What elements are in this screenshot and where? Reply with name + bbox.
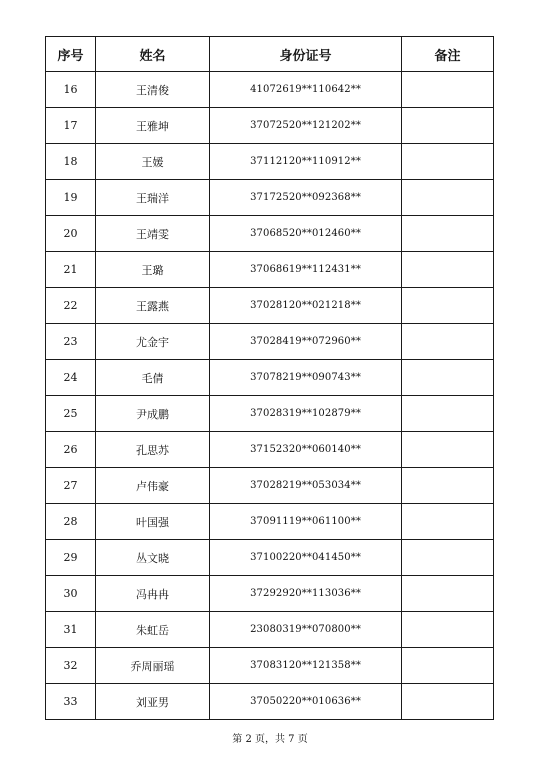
cell-serial-number: 21	[46, 252, 96, 288]
page-number-footer: 第 2 页，共 7 页	[232, 734, 308, 745]
cell-id-number: 37028120**021218**	[210, 288, 402, 324]
cell-name: 王靖雯	[96, 216, 210, 252]
cell-id-number: 37083120**121358**	[210, 648, 402, 684]
cell-remarks	[402, 540, 494, 576]
roster-table	[45, 36, 494, 720]
table-row	[46, 144, 494, 180]
cell-serial-number: 30	[46, 576, 96, 612]
header-row	[46, 37, 494, 72]
table-body	[46, 72, 494, 720]
table-row	[46, 252, 494, 288]
cell-remarks	[402, 252, 494, 288]
cell-id-number: 37172520**092368**	[210, 180, 402, 216]
cell-serial-number: 32	[46, 648, 96, 684]
table-header	[46, 37, 494, 72]
table-row	[46, 576, 494, 612]
cell-name: 毛倩	[96, 360, 210, 396]
table-row	[46, 360, 494, 396]
cell-name: 王媛	[96, 144, 210, 180]
table-row	[46, 216, 494, 252]
cell-serial-number: 31	[46, 612, 96, 648]
cell-id-number: 41072619**110642**	[210, 72, 402, 108]
cell-remarks	[402, 288, 494, 324]
cell-remarks	[402, 648, 494, 684]
cell-remarks	[402, 468, 494, 504]
cell-name: 王瑞洋	[96, 180, 210, 216]
cell-remarks	[402, 180, 494, 216]
cell-remarks	[402, 72, 494, 108]
header-serial-number: 序号	[46, 37, 96, 72]
cell-serial-number: 17	[46, 108, 96, 144]
cell-id-number: 37028319**102879**	[210, 396, 402, 432]
cell-remarks	[402, 108, 494, 144]
cell-serial-number: 19	[46, 180, 96, 216]
cell-name: 孔思苏	[96, 432, 210, 468]
cell-name: 卢伟豪	[96, 468, 210, 504]
cell-remarks	[402, 612, 494, 648]
cell-id-number: 37050220**010636**	[210, 684, 402, 720]
cell-serial-number: 23	[46, 324, 96, 360]
cell-remarks	[402, 432, 494, 468]
cell-serial-number: 28	[46, 504, 96, 540]
cell-id-number: 37292920**113036**	[210, 576, 402, 612]
table-row	[46, 648, 494, 684]
cell-id-number: 37028419**072960**	[210, 324, 402, 360]
cell-name: 王雅坤	[96, 108, 210, 144]
cell-serial-number: 18	[46, 144, 96, 180]
cell-id-number: 37072520**121202**	[210, 108, 402, 144]
cell-remarks	[402, 216, 494, 252]
table-row	[46, 612, 494, 648]
table-row	[46, 504, 494, 540]
table-row	[46, 432, 494, 468]
cell-id-number: 37091119**061100**	[210, 504, 402, 540]
cell-id-number: 37068619**112431**	[210, 252, 402, 288]
cell-remarks	[402, 576, 494, 612]
header-name: 姓名	[96, 37, 210, 72]
cell-name: 乔周丽瑶	[96, 648, 210, 684]
table-row	[46, 108, 494, 144]
cell-id-number: 37078219**090743**	[210, 360, 402, 396]
cell-remarks	[402, 396, 494, 432]
header-remarks: 备注	[402, 37, 494, 72]
table-row	[46, 684, 494, 720]
cell-name: 王清俊	[96, 72, 210, 108]
cell-name: 尤金宇	[96, 324, 210, 360]
header-id-number: 身份证号	[210, 37, 402, 72]
cell-remarks	[402, 504, 494, 540]
cell-serial-number: 24	[46, 360, 96, 396]
table-row	[46, 324, 494, 360]
cell-remarks	[402, 684, 494, 720]
cell-name: 刘亚男	[96, 684, 210, 720]
cell-serial-number: 22	[46, 288, 96, 324]
cell-serial-number: 26	[46, 432, 96, 468]
cell-name: 朱虹岳	[96, 612, 210, 648]
cell-serial-number: 33	[46, 684, 96, 720]
cell-serial-number: 20	[46, 216, 96, 252]
cell-serial-number: 27	[46, 468, 96, 504]
cell-name: 尹成鹏	[96, 396, 210, 432]
cell-serial-number: 25	[46, 396, 96, 432]
table-row	[46, 288, 494, 324]
cell-remarks	[402, 324, 494, 360]
cell-serial-number: 29	[46, 540, 96, 576]
table-row	[46, 180, 494, 216]
table-row	[46, 396, 494, 432]
cell-name: 王露燕	[96, 288, 210, 324]
cell-id-number: 37028219**053034**	[210, 468, 402, 504]
cell-id-number: 37112120**110912**	[210, 144, 402, 180]
cell-id-number: 37068520**012460**	[210, 216, 402, 252]
cell-name: 冯冉冉	[96, 576, 210, 612]
cell-remarks	[402, 360, 494, 396]
cell-remarks	[402, 144, 494, 180]
cell-serial-number: 16	[46, 72, 96, 108]
cell-id-number: 37100220**041450**	[210, 540, 402, 576]
cell-id-number: 23080319**070800**	[210, 612, 402, 648]
table-row	[46, 72, 494, 108]
cell-name: 王璐	[96, 252, 210, 288]
cell-name: 丛文晓	[96, 540, 210, 576]
cell-name: 叶国强	[96, 504, 210, 540]
table-row	[46, 540, 494, 576]
cell-id-number: 37152320**060140**	[210, 432, 402, 468]
table-row	[46, 468, 494, 504]
